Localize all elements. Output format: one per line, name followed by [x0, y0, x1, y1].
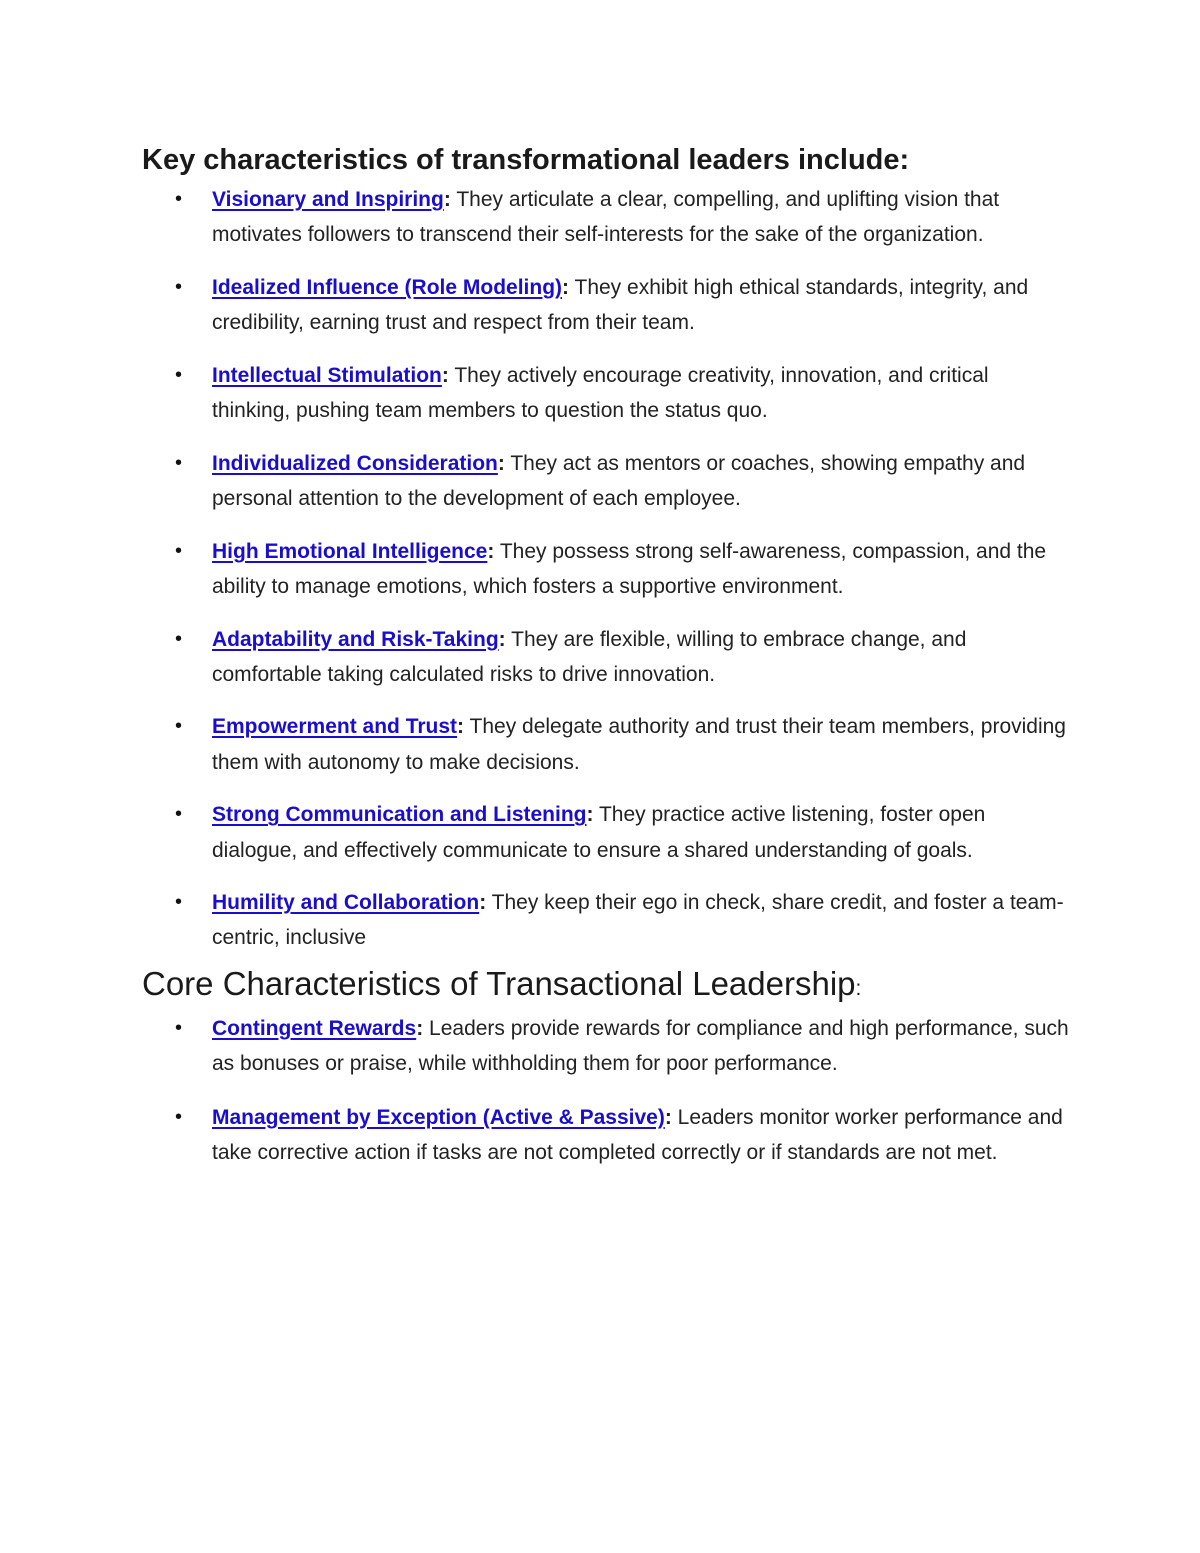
item-description: They possess strong self-awareness, compassion, and the ability to manage emotions, which fosters a supportive environment. — [212, 539, 1047, 598]
bullet-icon: • — [175, 275, 183, 298]
bullet-icon: • — [175, 803, 183, 826]
term-link[interactable]: High Emotional Intelligence — [212, 539, 488, 563]
bullet-icon: • — [175, 539, 183, 562]
term-link[interactable]: Empowerment and Trust — [212, 715, 458, 739]
list-item — [142, 1011, 1072, 1081]
list-item — [142, 1100, 1072, 1170]
list-item — [142, 358, 1072, 428]
bullet-icon: • — [175, 627, 183, 650]
transformational-characteristics-list — [142, 182, 1072, 956]
transactional-characteristics-list — [142, 1011, 1072, 1170]
item-description: They practice active listening, foster open dialogue, and effectively communicate to ensure a shared understanding of goals. — [212, 803, 986, 862]
section-heading-colon: : — [855, 976, 862, 1000]
term-separator: : — [586, 803, 594, 827]
list-item — [142, 270, 1072, 340]
list-item — [142, 182, 1072, 252]
term-separator: : — [562, 275, 570, 299]
term-separator: : — [416, 1016, 424, 1040]
bullet-icon: • — [175, 188, 183, 210]
term-link[interactable]: Management by Exception (Active & Passive) — [212, 1105, 665, 1129]
term-link[interactable]: Idealized Influence (Role Modeling) — [212, 275, 563, 299]
term-separator: : — [443, 188, 451, 211]
item-description: Leaders monitor worker performance and take corrective action if tasks are not completed correctly or if standards are not met. — [212, 1105, 1063, 1164]
term-link[interactable]: Humility and Collaboration — [212, 891, 480, 915]
bullet-icon: • — [175, 1016, 183, 1039]
item-description: They exhibit high ethical standards, integrity, and credibility, earning trust and respect from their team. — [212, 275, 1029, 335]
term-separator: : — [497, 451, 505, 475]
bullet-icon: • — [175, 1105, 183, 1128]
term-separator: : — [487, 539, 495, 563]
item-description: They keep their ego in check, share credit, and foster a team-centric, inclusive — [212, 891, 1064, 950]
list-item — [142, 709, 1072, 779]
term-link[interactable]: Intellectual Stimulation — [212, 363, 442, 387]
section-heading-transactional-text: Core Characteristics of Transactional Leadership — [142, 964, 856, 1002]
bullet-icon: • — [175, 715, 183, 738]
term-separator: : — [457, 715, 465, 739]
item-description: They articulate a clear, compelling, and uplifting vision that motivates followers to transcend their self-interests for the sake of the organization. — [212, 188, 1000, 247]
term-separator: : — [664, 1105, 672, 1129]
list-item — [142, 534, 1072, 604]
section-heading-transactional — [142, 962, 1072, 1011]
term-separator: : — [441, 363, 449, 387]
item-description: Leaders provide rewards for compliance and high performance, such as bonuses or praise, while withholding them for poor performance. — [212, 1016, 1069, 1075]
item-description: They actively encourage creativity, innovation, and critical thinking, pushing team members to question the status quo. — [212, 363, 989, 423]
section-heading-transformational: Key characteristics of transformational leaders include: — [142, 144, 910, 176]
list-item — [142, 797, 1072, 867]
term-link[interactable]: Visionary and Inspiring — [212, 188, 444, 211]
term-link[interactable]: Contingent Rewards — [212, 1016, 417, 1040]
term-link[interactable]: Adaptability and Risk-Taking — [212, 627, 499, 651]
term-separator: : — [498, 627, 506, 651]
bullet-icon: • — [175, 451, 183, 474]
term-separator: : — [479, 891, 487, 915]
bullet-icon: • — [175, 891, 183, 914]
item-description: They act as mentors or coaches, showing empathy and personal attention to the development of each employee. — [212, 451, 1026, 510]
item-description: They are flexible, willing to embrace change, and comfortable taking calculated risks to drive innovation. — [212, 627, 967, 686]
list-item — [142, 446, 1072, 516]
document-page — [142, 138, 1072, 1170]
bullet-icon: • — [175, 363, 183, 386]
item-description: They delegate authority and trust their team members, providing them with autonomy to make decisions. — [212, 715, 1066, 774]
term-link[interactable]: Strong Communication and Listening — [212, 803, 587, 827]
list-item — [142, 885, 1072, 955]
term-link[interactable]: Individualized Consideration — [212, 451, 498, 475]
list-item — [142, 622, 1072, 692]
